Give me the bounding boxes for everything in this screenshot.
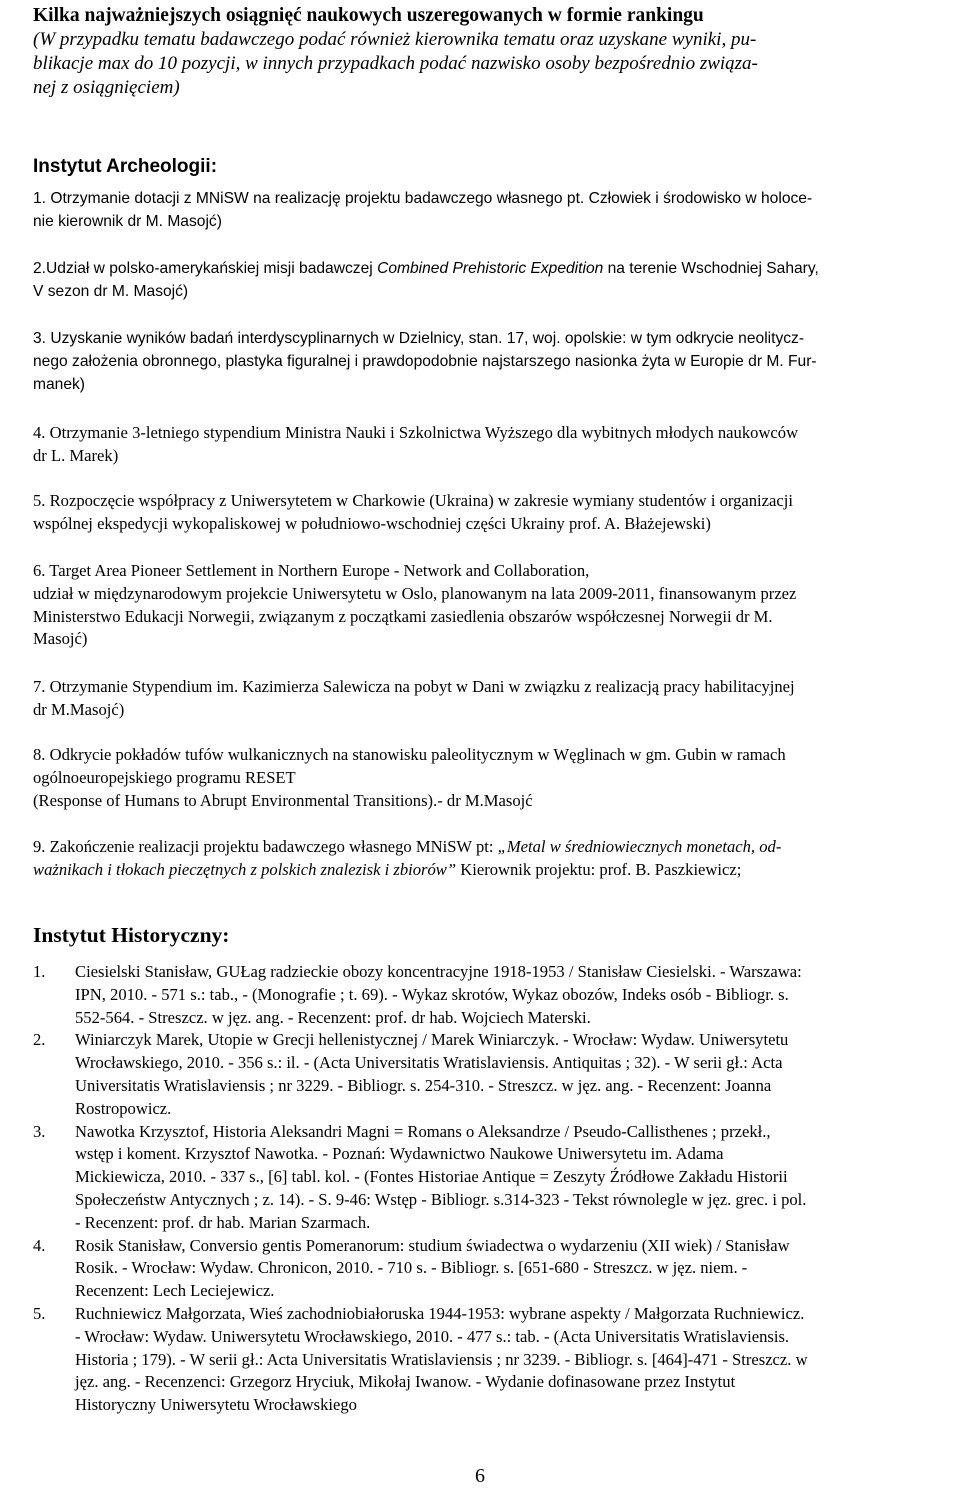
history-list: [33, 961, 958, 1417]
line: Rostropowicz.: [75, 1098, 172, 1118]
line: Historyczny Uniwersytetu Wrocławskiego: [75, 1395, 357, 1415]
archeology-item-1: [33, 188, 953, 234]
line: 552-564. - Streszcz. w jęz. ang. - Recenzent: prof. dr hab. Wojciech Materski.: [75, 1007, 591, 1027]
line: 6. Target Area Pioneer Settlement in Northern Europe - Network and Collaboration,: [33, 561, 590, 580]
line: [33, 836, 953, 859]
line: 1. Otrzymanie dotacji z MNiSW na realizację projektu badawczego własnego pt. Człowiek i środowisko w holoce-: [33, 190, 813, 207]
line: Nawotka Krzysztof, Historia Aleksandri Magni = Romans o Aleksandrze / Pseudo-Callisthenes ; przekł.,: [75, 1121, 771, 1141]
line: Rosik Stanisław, Conversio gentis Pomeranorum: studium świadectwa o wydarzeniu (XII wiek) / Stanisław: [75, 1235, 790, 1255]
archeology-item-5: [33, 490, 953, 536]
line: Winiarczyk Marek, Utopie w Grecji hellenistycznej / Marek Winiarczyk. - Wrocław: Wydaw. Uniwersytetu: [75, 1030, 789, 1050]
line: ogólnoeuropejskiego programu RESET: [33, 767, 296, 787]
history-heading: Instytut Historyczny:: [33, 923, 230, 947]
line: - Wrocław: Wydaw. Uniwersytetu Wrocławskiego, 2010. - 477 s.: tab. - (Acta Universitatis Wratislaviensis.: [75, 1326, 790, 1346]
line: nego założenia obronnego, plastyka figuralnej i prawdopodobnie najstarszego nasionka żyta w Europie dr M. Fur-: [33, 352, 817, 370]
line: jęz. ang. - Recenzenci: Grzegorz Hryciuk, Mikołaj Iwanow. - Wydanie dofinasowane przez Instytut: [75, 1372, 736, 1392]
list-text: [75, 1235, 958, 1303]
project-title: „Metal w średniowiecznych monetach, od-: [497, 837, 782, 856]
list-text: [75, 1029, 958, 1120]
archeology-item-7: [33, 676, 953, 722]
archeology-heading: Instytut Archeologii:: [33, 156, 218, 177]
history-item-5: [33, 1303, 958, 1417]
line: 5. Rozpoczęcie współpracy z Uniwersytetem w Charkowie (Ukraina) w zakresie wymiany studentów i organizacji: [33, 491, 793, 510]
list-number: 1.: [33, 962, 46, 981]
line: dr L. Marek): [33, 445, 119, 465]
line: nie kierownik dr M. Masojć): [33, 212, 222, 230]
line: (Response of Humans to Abrupt Environmental Transitions).- dr M.Masojć: [33, 790, 533, 810]
expedition-title: Combined Prehistoric Expedition: [377, 260, 604, 277]
archeology-item-8: [33, 744, 953, 812]
line: Mickiewicza, 2010. - 337 s., [6] tabl. kol. - (Fontes Historiae Antique = Zeszyty Źródłowe Zakładu Historii: [75, 1167, 788, 1187]
line: 3. Uzyskanie wyników badań interdyscyplinarnych w Dzielnicy, stan. 17, woj. opolskie: w tym odkrycie neolitycz-: [33, 330, 805, 347]
list-number: 4.: [33, 1235, 46, 1255]
archeology-item-3: [33, 328, 953, 396]
subtitle-line-1: (W przypadku tematu badawczego podać również kierownika tematu oraz uzyskane wyniki, pu-: [33, 29, 757, 50]
archeology-item-6: [33, 560, 953, 651]
line: udział w międzynarodowym projekcie Uniwersytetu w Oslo, planowanym na lata 2009-2011, finansowanym przez: [33, 583, 797, 603]
line: IPN, 2010. - 571 s.: tab., - (Monografie ; t. 69). - Wykaz skrotów, Wykaz obozów, Indeks osób - Bibliogr. s.: [75, 984, 789, 1004]
line: 7. Otrzymanie Stypendium im. Kazimierza Salewicza na pobyt w Dani w związku z realizacją pracy habilitacyjnej: [33, 677, 795, 696]
line: Ministerstwo Edukacji Norwegii, związanym z początkami zasiedlenia obszarów współczesnej Norwegii dr M.: [33, 606, 773, 626]
line: Recenzent: Lech Leciejewicz.: [75, 1281, 275, 1301]
list-number: 2.: [33, 1030, 46, 1050]
line: 4. Otrzymanie 3-letniego stypendium Ministra Nauki i Szkolnictwa Wyższego dla wybitnych młodych naukowców: [33, 423, 799, 442]
text: 9. Zakończenie realizacji projektu badawczego własnego MNiSW pt:: [33, 837, 498, 856]
list-text: [75, 961, 958, 1029]
text: 2.Udział w polsko-amerykańskiej misji badawczej: [33, 260, 378, 277]
line: - Recenzent: prof. dr hab. Marian Szarmach.: [75, 1212, 371, 1232]
document-title: Kilka najważniejszych osiągnięć naukowych uszeregowanych w formie rankingu: [33, 5, 704, 26]
list-text: [75, 1303, 958, 1417]
line: manek): [33, 375, 85, 393]
line: V sezon dr M. Masojć): [33, 282, 189, 300]
line: [33, 859, 953, 882]
archeology-item-2: [33, 258, 953, 304]
line: Ciesielski Stanisław, GUŁag radzieckie obozy koncentracyjne 1918-1953 / Stanisław Ciesielski. - Warszawa:: [75, 962, 802, 981]
list-number: 3.: [33, 1121, 46, 1141]
line: wspólnej ekspedycji wykopaliskowej w południowo-wschodniej części Ukrainy prof. A. Błażejewski): [33, 513, 711, 533]
line: Społeczeństw Antycznych ; z. 14). - S. 9-46: Wstęp - Bibliogr. s.314-323 - Tekst równolegle w jęz. grec. i pol.: [75, 1189, 807, 1209]
subtitle-line-3: nej z osiągnięciem): [33, 77, 180, 98]
line: wstęp i koment. Krzysztof Nawotka. - Poznań: Wydawnictwo Naukowe Uniwersytetu im. Adama: [75, 1144, 724, 1164]
line: Ruchniewicz Małgorzata, Wieś zachodniobiałoruska 1944-1953: wybrane aspekty / Małgorzata Ruchniewicz.: [75, 1303, 805, 1323]
history-item-1: [33, 961, 958, 1029]
line: Wrocławskiego, 2010. - 356 s.: il. - (Acta Universitatis Wratislaviensis. Antiquitas ; 32). - W serii gł.: Acta: [75, 1053, 783, 1073]
line: Historia ; 179). - W serii gł.: Acta Universitatis Wratislaviensis ; nr 3239. - Bibliogr. s. [464]-471 - Streszcz. w: [75, 1349, 808, 1369]
history-item-3: [33, 1121, 958, 1235]
history-item-4: [33, 1235, 958, 1303]
history-item-2: [33, 1029, 958, 1120]
line: dr M.Masojć): [33, 699, 125, 719]
list-text: [75, 1121, 958, 1235]
project-title: ważnikach i tłokach pieczętnych z polskich znalezisk i zbiorów”: [33, 859, 457, 879]
archeology-item-4: [33, 422, 953, 468]
text: Kierownik projektu: prof. B. Paszkiewicz;: [456, 859, 742, 879]
line: 8. Odkrycie pokładów tufów wulkanicznych na stanowisku paleolitycznym w Węglinach w gm. Gubin w ramach: [33, 745, 786, 764]
list-number: 5.: [33, 1303, 46, 1323]
line: Masojć): [33, 629, 88, 649]
document-page: [33, 4, 953, 1415]
line: Universitatis Wratislaviensis ; nr 3229. - Bibliogr. s. 254-310. - Streszcz. w jęz. ang. - Recenzent: Joanna: [75, 1075, 772, 1095]
line: [33, 258, 953, 281]
archeology-item-9: [33, 836, 953, 882]
text: na terenie Wschodniej Sahary,: [603, 260, 819, 277]
line: Rosik. - Wrocław: Wydaw. Chronicon, 2010. - 710 s. - Bibliogr. s. [651-680 - Streszcz. w jęz. niem. -: [75, 1258, 748, 1278]
page-number: 6: [475, 1465, 485, 1487]
subtitle-line-2: blikacje max do 10 pozycji, w innych przypadkach podać nazwisko osoby bezpośrednio związa-: [33, 53, 758, 74]
